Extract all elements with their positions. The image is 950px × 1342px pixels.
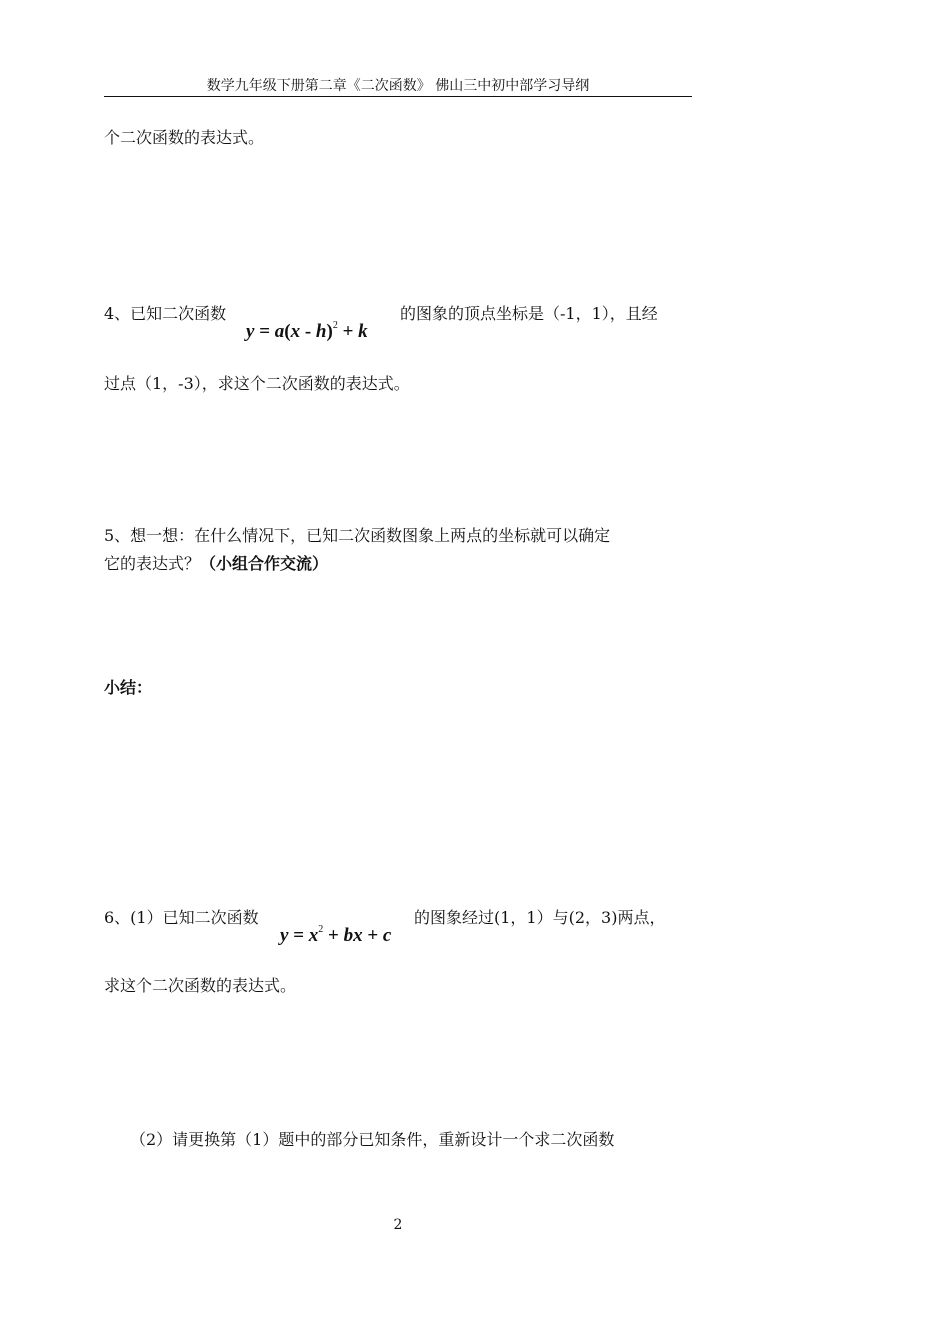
formula-var-y: y xyxy=(246,321,255,342)
formula-equals: = xyxy=(254,321,275,342)
page-header xyxy=(104,76,692,97)
formula-standard-form xyxy=(280,918,391,948)
formula-var-k: k xyxy=(358,321,368,342)
formula-plus: + xyxy=(362,925,383,946)
header-title: 数学九年级下册第二章《二次函数》 佛山三中初中部学习导纲 xyxy=(206,78,590,94)
page-number: 2 xyxy=(393,1217,403,1233)
formula-equals: = xyxy=(288,925,309,946)
question-4-intro: 4、已知二次函数 xyxy=(104,304,227,323)
formula-var-a: a xyxy=(274,321,285,342)
question-4-condition: 的图象的顶点坐标是（-1，1），且经 xyxy=(400,304,658,323)
question-5-line-2 xyxy=(104,552,328,576)
formula-var-h: h xyxy=(315,321,327,342)
formula-var-x: x xyxy=(290,321,301,342)
formula-minus: - xyxy=(300,321,316,342)
formula-plus: + xyxy=(337,321,359,342)
formula-var-y: y xyxy=(280,925,289,946)
question-4-line-2: 过点（1，-3），求这个二次函数的表达式。 xyxy=(104,374,410,393)
formula-plus: + xyxy=(323,925,344,946)
group-discussion-note: （小组合作交流） xyxy=(200,554,329,573)
question-6-line-2: 求这个二次函数的表达式。 xyxy=(104,976,297,995)
formula-close-paren: ) xyxy=(326,321,333,342)
question-6-intro: 6、(1）已知二次函数 xyxy=(104,908,259,927)
formula-vertex-form xyxy=(246,314,368,344)
formula-open-paren: ( xyxy=(284,321,291,342)
formula-exponent: 2 xyxy=(332,320,338,331)
question-5-line-1: 5、想一想：在什么情况下，已知二次函数图象上两点的坐标就可以确定 xyxy=(104,526,611,545)
formula-var-c: c xyxy=(382,925,392,946)
formula-var-x: x xyxy=(308,925,319,946)
formula-term-bx: bx xyxy=(343,925,363,946)
summary-heading: 小结： xyxy=(104,678,153,697)
question-5-text: 它的表达式？ xyxy=(104,554,201,573)
question-6-part-2: （2）请更换第（1）题中的部分已知条件，重新设计一个求二次函数 xyxy=(130,1130,615,1149)
question-6-condition: 的图象经过(1，1）与(2，3)两点， xyxy=(414,908,666,927)
text-line-continuation: 个二次函数的表达式。 xyxy=(104,128,265,147)
formula-exponent: 2 xyxy=(318,924,324,935)
